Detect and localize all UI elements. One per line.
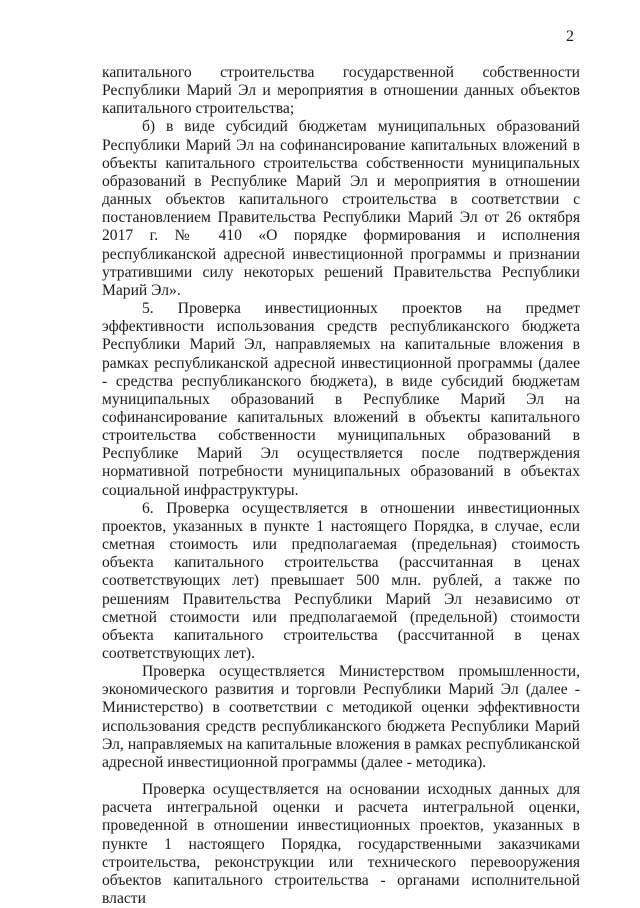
paragraph-basis: Проверка осуществляется на основании исходных данных для расчета интегральной оценки и расчета интегральной оценки, проведенной в отношении инвестиционных проектов, указанных в пункте 1 настоящего Порядка, государственными заказчиками строительства, реконструкции или технического перевооружения объектов капитального строительства - органами исполнительной власти (102, 781, 580, 908)
paragraph-continuation: капитального строительства государственной собственности Республики Марий Эл и мероприятия в отношении данных объектов капитального строительства; (102, 64, 580, 118)
paragraph-ministry: Проверка осуществляется Министерством промышленности, экономического развития и торговли Республики Марий Эл (далее - Министерство) в соответствии с методикой оценки эффективности использования средств республиканского бюджета Республики Марий Эл, направляемых на капитальные вложения в рамках республиканской адресной инвестиционной программы (далее - методика). (102, 663, 580, 771)
page-number: 2 (566, 28, 574, 45)
paragraph-subitem-b: б) в виде субсидий бюджетам муниципальных образований Республики Марий Эл на софинансирование капитальных вложений в объекты капитального строительства собственности муниципальных образований в Республике Марий Эл и мероприятия в отношении данных объектов капитального строительства в соответствии с постановлением Правительства Республики Марий Эл от 26 октября 2017 г. № 410 «О порядке формирования и исполнения республиканской адресной инвестиционной программы и признании утратившими силу некоторых решений Правительства Республики Марий Эл». (102, 118, 580, 299)
paragraph-item-5: 5. Проверка инвестиционных проектов на предмет эффективности использования средств республиканского бюджета Республики Марий Эл, направляемых на капитальные вложения в рамках республиканской адресной инвестиционной программы (далее - средства республиканского бюджета), в виде субсидий бюджетам муниципальных образований в Республике Марий Эл на софинансирование капитальных вложений в объекты капитального строительства собственности муниципальных образований в Республике Марий Эл осуществляется после подтверждения нормативной потребности муниципальных образований в объектах социальной инфраструктуры. (102, 300, 580, 499)
document-body (102, 64, 580, 908)
paragraph-item-6: 6. Проверка осуществляется в отношении инвестиционных проектов, указанных в пункте 1 настоящего Порядка, в случае, если сметная стоимость или предполагаемая (предельная) стоимость объекта капитального строительства (рассчитанная в ценах соответствующих лет) превышает 500 млн. рублей, а также по решениям Правительства Республики Марий Эл независимо от сметной стоимости или предполагаемой (предельной) стоимости объекта капитального строительства (рассчитанной в ценах соответствующих лет). (102, 499, 580, 662)
